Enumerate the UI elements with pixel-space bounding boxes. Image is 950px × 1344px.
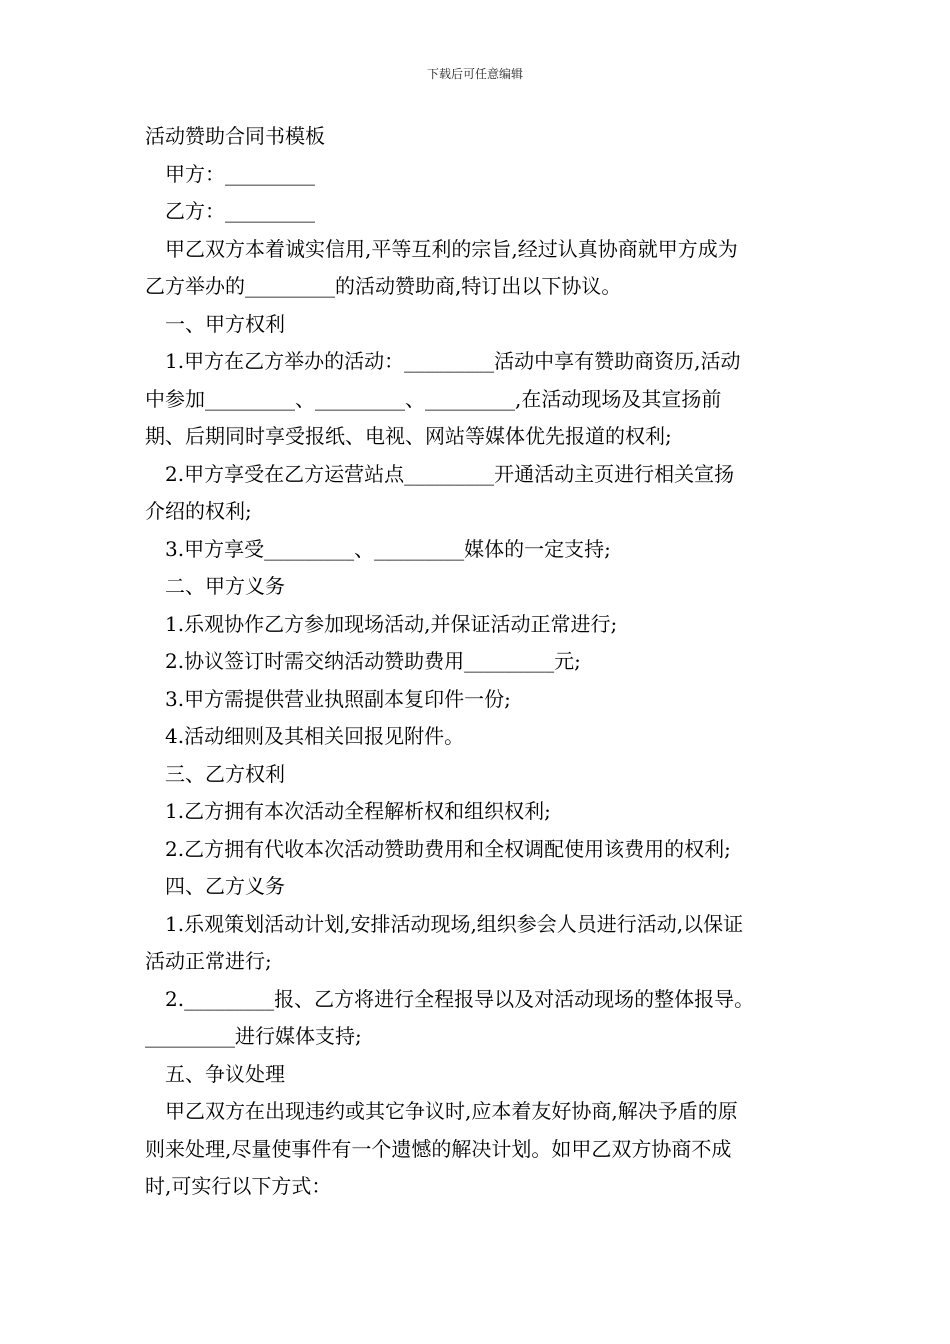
party-b-line: 乙方：_________ bbox=[165, 199, 315, 223]
preamble-line: 甲乙双方本着诚实信用,平等互利的宗旨,经过认真协商就甲方成为 bbox=[165, 236, 738, 261]
clause-line: 2.协议签订时需交纳活动赞助费用_________元; bbox=[165, 649, 581, 673]
clause-line: 活动正常进行; bbox=[145, 949, 272, 973]
paragraph-line: 时,可实行以下方式： bbox=[145, 1174, 332, 1198]
party-a-line: 甲方：_________ bbox=[165, 161, 315, 186]
clause-line: 3.甲方享受_________、_________媒体的一定支持; bbox=[165, 536, 611, 561]
clause-line: _________进行媒体支持; bbox=[145, 1024, 362, 1048]
paragraph-line: 则来处理,尽量使事件有一个遗憾的解决计划。如甲乙双方协商不成 bbox=[145, 1136, 732, 1161]
section-heading: 一、甲方权利 bbox=[165, 311, 285, 336]
section-heading: 四、乙方义务 bbox=[165, 874, 285, 898]
clause-line: 4.活动细则及其相关回报见附件。 bbox=[165, 724, 465, 748]
section-heading: 三、乙方权利 bbox=[165, 761, 285, 786]
section-heading: 五、争议处理 bbox=[165, 1061, 285, 1086]
preamble-line: 乙方举办的_________的活动赞助商,特订出以下协议。 bbox=[145, 274, 622, 298]
document-title: 活动赞助合同书模板 bbox=[145, 124, 325, 148]
clause-line: 1.乐观协作乙方参加现场活动,并保证活动正常进行; bbox=[165, 611, 618, 636]
paragraph-line: 甲乙双方在出现违约或其它争议时,应本着友好协商,解决予盾的原 bbox=[165, 1099, 738, 1123]
section-heading: 二、甲方义务 bbox=[165, 574, 285, 598]
clause-line: 3.甲方需提供营业执照副本复印件一份; bbox=[165, 686, 511, 711]
clause-line: 2.乙方拥有代收本次活动赞助费用和全权调配使用该费用的权利; bbox=[165, 836, 731, 861]
clause-line: 期、后期同时享受报纸、电视、网站等媒体优先报道的权利; bbox=[145, 424, 672, 448]
clause-line: 中参加_________、_________、_________,在活动现场及其宣扬前 bbox=[145, 386, 722, 411]
clause-line: 介绍的权利; bbox=[145, 499, 252, 523]
document-body bbox=[145, 118, 825, 1206]
clause-line: 2._________报、乙方将进行全程报导以及对活动现场的整体报导。 bbox=[165, 986, 755, 1011]
clause-line: 1.乐观策划活动计划,安排活动现场,组织参会人员进行活动,以保证 bbox=[165, 911, 744, 936]
clause-line: 1.乙方拥有本次活动全程解析权和组织权利; bbox=[165, 799, 551, 823]
clause-line: 1.甲方在乙方举办的活动：_________活动中享有赞助商资历,活动 bbox=[165, 349, 741, 373]
page-header-note: 下载后可任意编辑 bbox=[426, 67, 523, 81]
clause-line: 2.甲方享受在乙方运营站点_________开通活动主页进行相关宣扬 bbox=[165, 461, 735, 486]
